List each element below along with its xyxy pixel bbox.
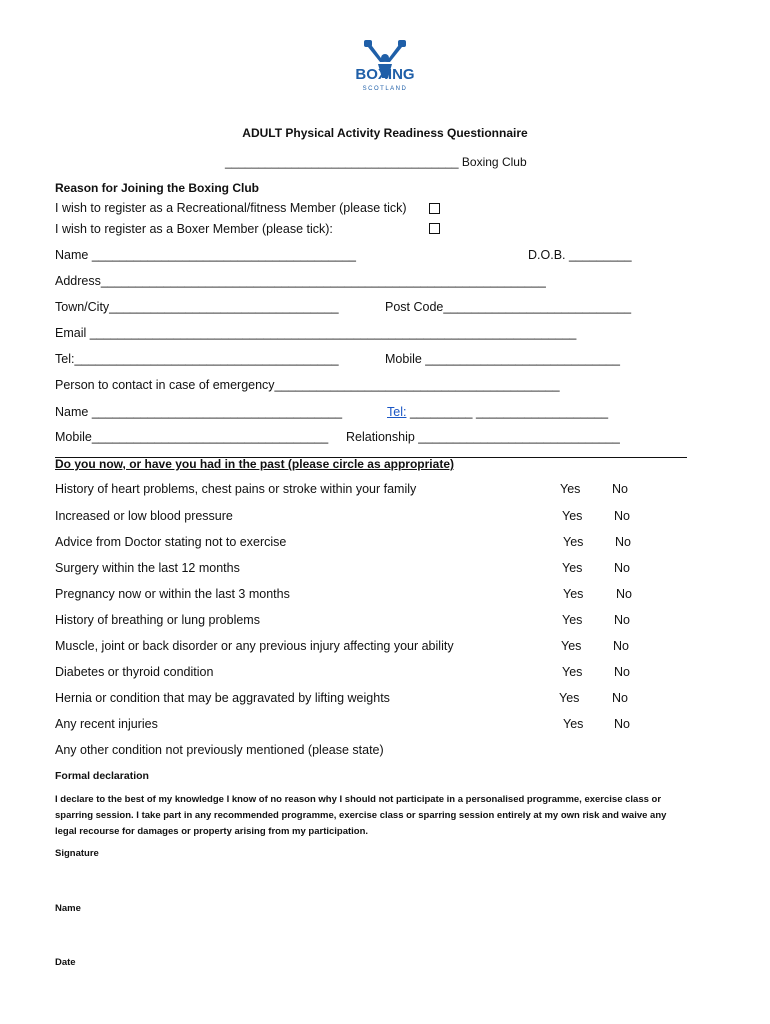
postcode-field[interactable]: Post Code___________________________ (385, 300, 632, 314)
signature-label[interactable]: Signature (55, 848, 99, 859)
declaration-heading: Formal declaration (55, 770, 149, 782)
question-text: Pregnancy now or within the last 3 months (55, 587, 290, 601)
emergency-tel-field[interactable] (387, 405, 608, 419)
tel-field[interactable]: Tel:______________________________________ (55, 352, 339, 366)
name-field[interactable]: Name ______________________________________ (55, 248, 356, 262)
health-heading: Do you now, or have you had in the past (please circle as appropriate) (55, 457, 454, 471)
answer-no[interactable]: No (614, 561, 630, 575)
answer-no[interactable]: No (614, 665, 630, 679)
page-title: ADULT Physical Activity Readiness Questionnaire (242, 126, 528, 140)
question-text: Surgery within the last 12 months (55, 561, 240, 575)
answer-yes[interactable]: Yes (561, 639, 582, 653)
emergency-contact-field[interactable]: Person to contact in case of emergency_________________________________________ (55, 378, 560, 392)
answer-no[interactable]: No (612, 691, 628, 705)
answer-no[interactable]: No (614, 613, 630, 627)
question-text: History of breathing or lung problems (55, 613, 260, 627)
boxer-checkbox[interactable] (429, 223, 440, 234)
club-name-line[interactable]: ___________________________________ Boxing Club (225, 155, 527, 169)
boxing-scotland-logo (340, 34, 430, 96)
answer-yes[interactable]: Yes (563, 717, 584, 731)
question-text: Advice from Doctor stating not to exercise (55, 535, 287, 549)
question-text: Hernia or condition that may be aggravated by lifting weights (55, 691, 390, 705)
answer-no[interactable]: No (613, 639, 629, 653)
declaration-line-2: sparring session. I take part in any recommended programme, exercise class or sparring session entirely at my own risk and waive any (55, 810, 667, 821)
answer-yes[interactable]: Yes (562, 509, 583, 523)
name-label[interactable]: Name (55, 903, 81, 914)
address-field[interactable]: Address________________________________________________________________ (55, 274, 546, 288)
date-label[interactable]: Date (55, 957, 76, 968)
dob-field[interactable]: D.O.B. _________ (528, 248, 632, 262)
answer-no[interactable]: No (612, 482, 628, 496)
relationship-field[interactable]: Relationship _____________________________ (346, 430, 620, 444)
answer-yes[interactable]: Yes (563, 587, 584, 601)
mobile-field[interactable]: Mobile ____________________________ (385, 352, 620, 366)
answer-yes[interactable]: Yes (563, 535, 584, 549)
answer-yes[interactable]: Yes (560, 482, 581, 496)
question-text: Increased or low blood pressure (55, 509, 233, 523)
answer-no[interactable]: No (614, 509, 630, 523)
answer-yes[interactable]: Yes (559, 691, 580, 705)
answer-yes[interactable]: Yes (562, 561, 583, 575)
question-text: History of heart problems, chest pains or stroke within your family (55, 482, 417, 496)
email-field[interactable]: Email ______________________________________________________________________ (55, 326, 577, 340)
answer-no[interactable]: No (616, 587, 632, 601)
emergency-tel-link[interactable]: Tel: (387, 405, 407, 419)
answer-yes[interactable]: Yes (562, 665, 583, 679)
answer-yes[interactable]: Yes (562, 613, 583, 627)
answer-no[interactable]: No (614, 717, 630, 731)
reason-heading: Reason for Joining the Boxing Club (55, 181, 259, 195)
emergency-tel-line: _________ ___________________ (409, 405, 609, 419)
question-text: Any recent injuries (55, 717, 158, 731)
option-recreational-label: I wish to register as a Recreational/fitness Member (please tick) (55, 201, 407, 215)
declaration-line-1: I declare to the best of my knowledge I know of no reason why I should not participate in a personalised programme, exercise class or (55, 794, 662, 805)
question-text: Muscle, joint or back disorder or any previous injury affecting your ability (55, 639, 454, 653)
other-condition-field[interactable]: Any other condition not previously mentioned (please state) (55, 743, 384, 757)
emergency-name-field[interactable]: Name ____________________________________ (55, 405, 343, 419)
logo-subtext: SCOTLAND (362, 86, 408, 92)
question-text: Diabetes or thyroid condition (55, 665, 214, 679)
town-field[interactable]: Town/City_________________________________ (55, 300, 339, 314)
answer-no[interactable]: No (615, 535, 631, 549)
option-boxer-label: I wish to register as a Boxer Member (please tick): (55, 222, 333, 236)
recreational-checkbox[interactable] (429, 203, 440, 214)
logo-text: BOXING (355, 66, 415, 83)
declaration-line-3: legal recourse for damages or property arising from my participation. (55, 826, 369, 837)
boxer-figure-icon (340, 34, 430, 96)
emergency-mobile-field[interactable]: Mobile__________________________________ (55, 430, 329, 444)
